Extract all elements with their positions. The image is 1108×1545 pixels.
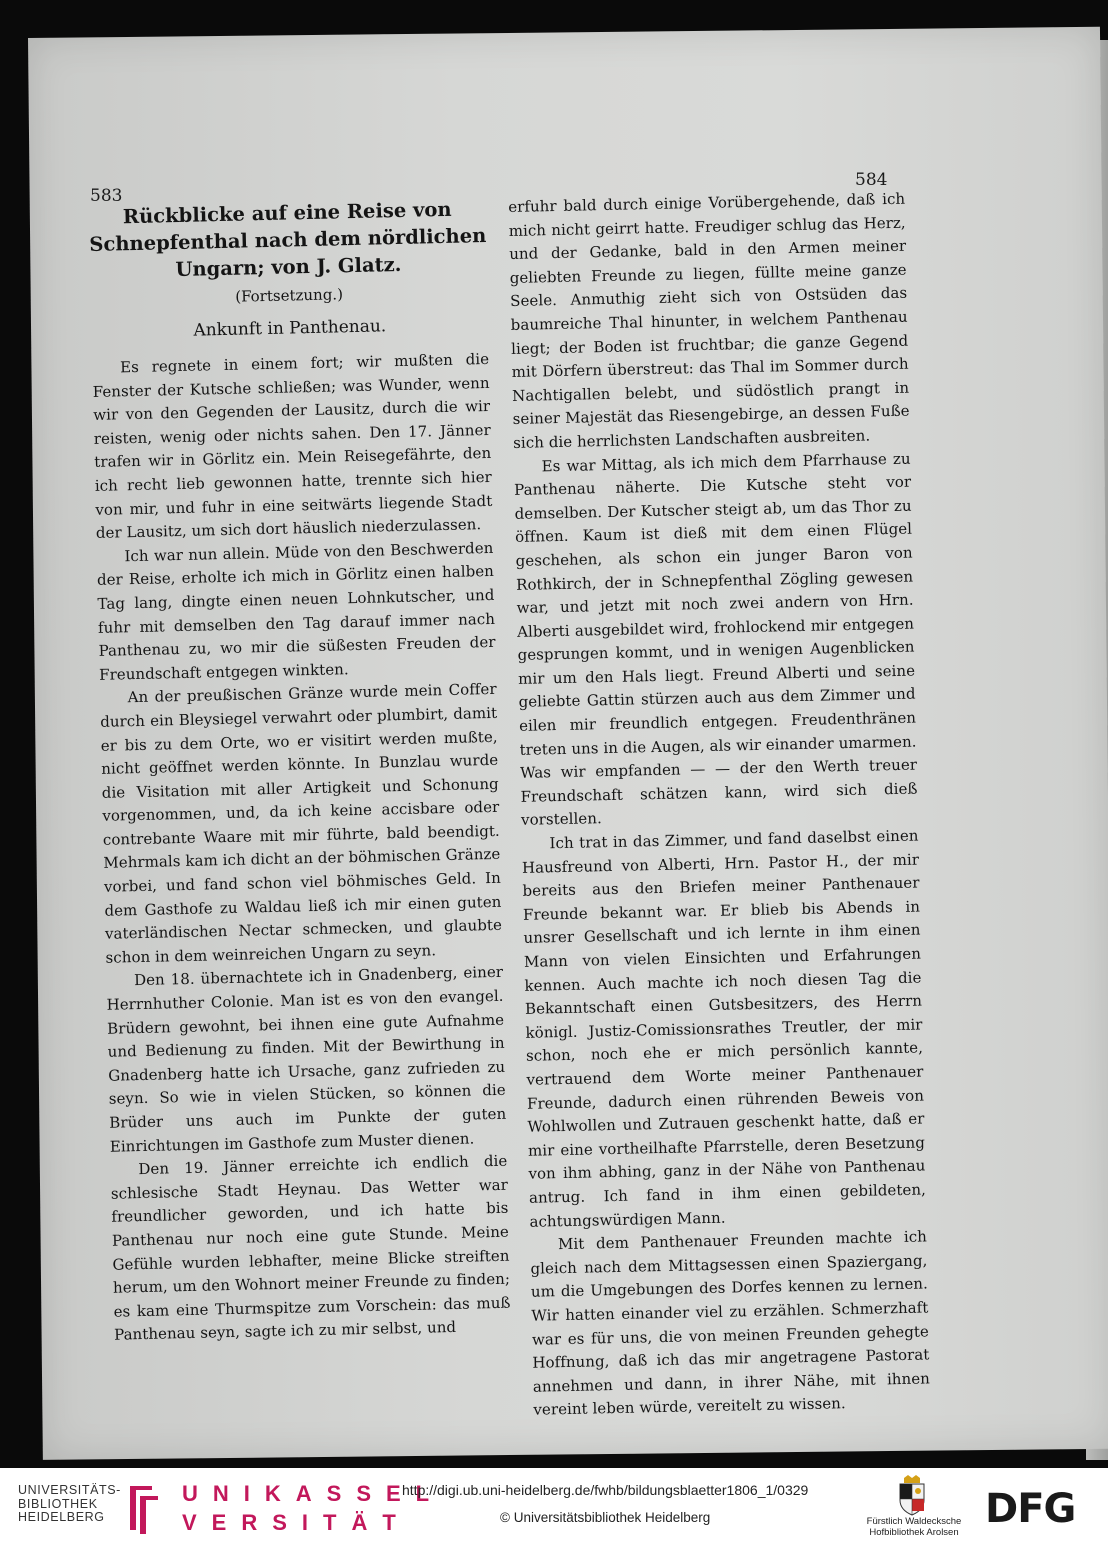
dfg-logo[interactable]: DFG [985, 1486, 1076, 1532]
paragraph: Mit dem Panthenauer Freunden machte ich gleich nach dem Mittagsessen einen Spaziergang, um die Umgebungen des Dorfes kennen zu lernen. Wir hatten einander viel zu erzählen. Schmerzhaft war es für uns, die von meinen Freunden gehegte Hoffnung, daß ich das mir angetragene Pastorat annehmen und dann, in ihrer Nähe, mit ihnen vereint leben würde, vereitelt zu wissen. [530, 1227, 931, 1420]
uni-kassel-line: UNIKASSEL [182, 1481, 445, 1506]
paragraph: erfuhr bald durch einige Vorübergehende, daß ich mich nicht geirrt hatte. Freudiger schlug das Herz, und der Gedanke, bald in den Armen meiner geliebten Freunde zu liegen, füllte meine ganze Seele. Anmuthig zieht sich von Ostsüden das baumreiche Thal hinunter, in welchem Panthenau liegt; der Boden ist fruchtbar; die ganze Gegend mit Dörfern überstreut: das Thal im Sommer durch Nachtigallen belebt, und südöstlich prangt in seiner Majestät das Riesengebirge, an dessen Fuße sich die herrlichsten Landschaften ausbreiten. [508, 189, 910, 452]
uni-kassel-line: VERSITÄT [182, 1510, 411, 1535]
paragraph: Den 19. Jänner erreichte ich endlich die schlesische Stadt Heynau. Das Wetter war freundlicher geworden, und ich hatte bis Panthenau nur noch eine gute Stunde. Meine Gefühle wurden lebhafter, meine Blicke streiften herum, um den Wohnort meiner Freunde zu finden; es kam eine Thurmspitze zum Vorschein: das muß Panthenau seyn, sagte ich zu mir selbst, und [110, 1151, 511, 1345]
section-heading: Ankunft in Panthenau. [193, 316, 387, 341]
paragraph: An der preußischen Gränze wurde mein Coffer durch ein Bleysiegel verwahrt oder plumbirt, damit er bis zu dem Orte, wo er visitirt werden mußte, nicht geöffnet werden könnte. In Bunzlau wurde die Visitation mit aller Artigkeit und Schonung vorgenommen, und, da ich keine accisbare oder contrebante Waare mit mir führte, bald beendigt. Mehrmals kam ich dicht an der böhmischen Gränze vorbei, und fand schon viel böhmisches Geld. In dem Gasthofe zu Waldau ließ ich mir einen guten vaterländischen Nectar schmecken, und glaubte schon in dem weinreichen Ungarn zu seyn. [99, 680, 503, 967]
paragraph: Es regnete in einem fort; wir mußten die Fenster der Kutsche schließen; was Wunder, wenn wir von den Gegenden der Lausitz, durch die wir reisten, wenig oder nichts sahen. Den 17. Jänner trafen wir in Görlitz ein. Mein Reisegefährte, den ich recht lieb gewonnen hatte, trennte sich hier von mir, und fuhr in eine seitwärts liegende Stadt der Lausitz, um sich dort häuslich niederzulassen. [92, 349, 493, 543]
article-title: Rückblicke auf eine Reise von Schnepfenthal nach dem nördlichen Ungarn; von J. Glatz. [89, 197, 487, 282]
uni-kassel-mark-icon [122, 1480, 162, 1536]
paragraph: Ich war nun allein. Müde von den Beschwerden der Reise, erholte ich mich in Görlitz einen halben Tag lang, dingte einen neuen Lohnkutscher, und fuhr mit demselben den Tag darauf immer nach Panthenau zu, wo mir die süßesten Freuden der Freundschaft entgegen winkten. [96, 538, 496, 684]
paragraph: Ich trat in das Zimmer, und fand daselbst einen Hausfreund von Alberti, Hrn. Pastor H., der mir bereits aus den Briefen meiner Panthenauer Freunde bekannt war. Er blieb bis Abends in unsrer Gesellschaft und ich lernte in ihm einen Mann von vielen Einsichten und Erfahrungen kennen. Auch machte ich noch diesen Tag die Bekanntschaft einen Gutsbesitzers, des Herrn königl. Justiz-Comissionsrathes Treutler, der mir schon, noch ehe er mich persönlich kannte, vertrauend dem Worte meiner Panthenauer Freunde, dadurch einen rührenden Beweis von Wohlwollen und Zutrauen geschenkt hatte, daß er mir eine vortheilhafte Pfarrstelle, deren Besetzung von ihm abhing, ganz in der Nähe von Panthenau antrug. Ich fand in ihm einen gebildeten, achtungswürdigen Mann. [521, 826, 927, 1231]
right-column [508, 188, 931, 1423]
crest-label-line: Hofbibliothek Arolsen [869, 1527, 959, 1538]
paragraph: Es war Mittag, als ich mich dem Pfarrhause zu Panthenau näherte. Die Kutsche steht vor demselben. Der Kutscher steigt ab, um das Thor zu öffnen. Kaum ist dieß mit dem einen Flügel geschehen, als schon ein junger Baron von Rothkirch, der in Schnepfenthal Zögling gewesen war, und jetzt mit noch zwei andern von Hrn. Alberti ausgebildet wird, frohlockend mir entgegen gesprungen kommt, und in wenigen Augenblicken mir um den Hals liegt. Freund Alberti und seine geliebte Gattin stürzen auch aus dem Zimmer und eilen mir freundlich entgegen. Freudenthränen treten uns in die Augen, als wir einander umarmen. Was wir empfanden — — der den Werth treuer Freundschaft schätzen kann, wird sich dieß vorstellen. [513, 449, 918, 830]
ub-heidelberg-logo[interactable] [18, 1484, 128, 1525]
ub-logo-line: UNIVERSITÄTS- [18, 1483, 121, 1497]
article-subtitle: (Fortsetzung.) [235, 285, 344, 306]
ub-logo-line: BIBLIOTHEK [18, 1496, 98, 1511]
ub-logo-line: HEIDELBERG [18, 1510, 105, 1524]
waldeck-crest-icon [896, 1474, 928, 1516]
paragraph: Den 18. übernachtete ich in Gnadenberg, einer Herrnhuther Colonie. Man ist es von den evangel. Brüdern gewohnt, bei ihnen eine gute Aufnahme und Bedienung zu finden. Mit der Bewirthung in Gnadenberg hatte ich Ursache, ganz zufrieden zu seyn. So wie in vielen Stücken, so können die Brüder uns auch im Punkte der guten Einrichtungen im Gasthofe zum Muster dienen. [106, 963, 507, 1156]
viewer-footer [0, 1468, 1108, 1545]
left-column [88, 175, 511, 1348]
page-number-left: 583 [90, 186, 123, 206]
permalink-url[interactable]: http://digi.ub.uni-heidelberg.de/fwhb/bildungsblaetter1806_1/0329 [402, 1482, 809, 1498]
waldeck-library-label [862, 1516, 966, 1538]
crest-label-line: Fürstlich Waldecksche [866, 1516, 962, 1527]
copyright-notice: © Universitätsbibliothek Heidelberg [500, 1510, 711, 1525]
page-number-right: 584 [855, 170, 888, 190]
